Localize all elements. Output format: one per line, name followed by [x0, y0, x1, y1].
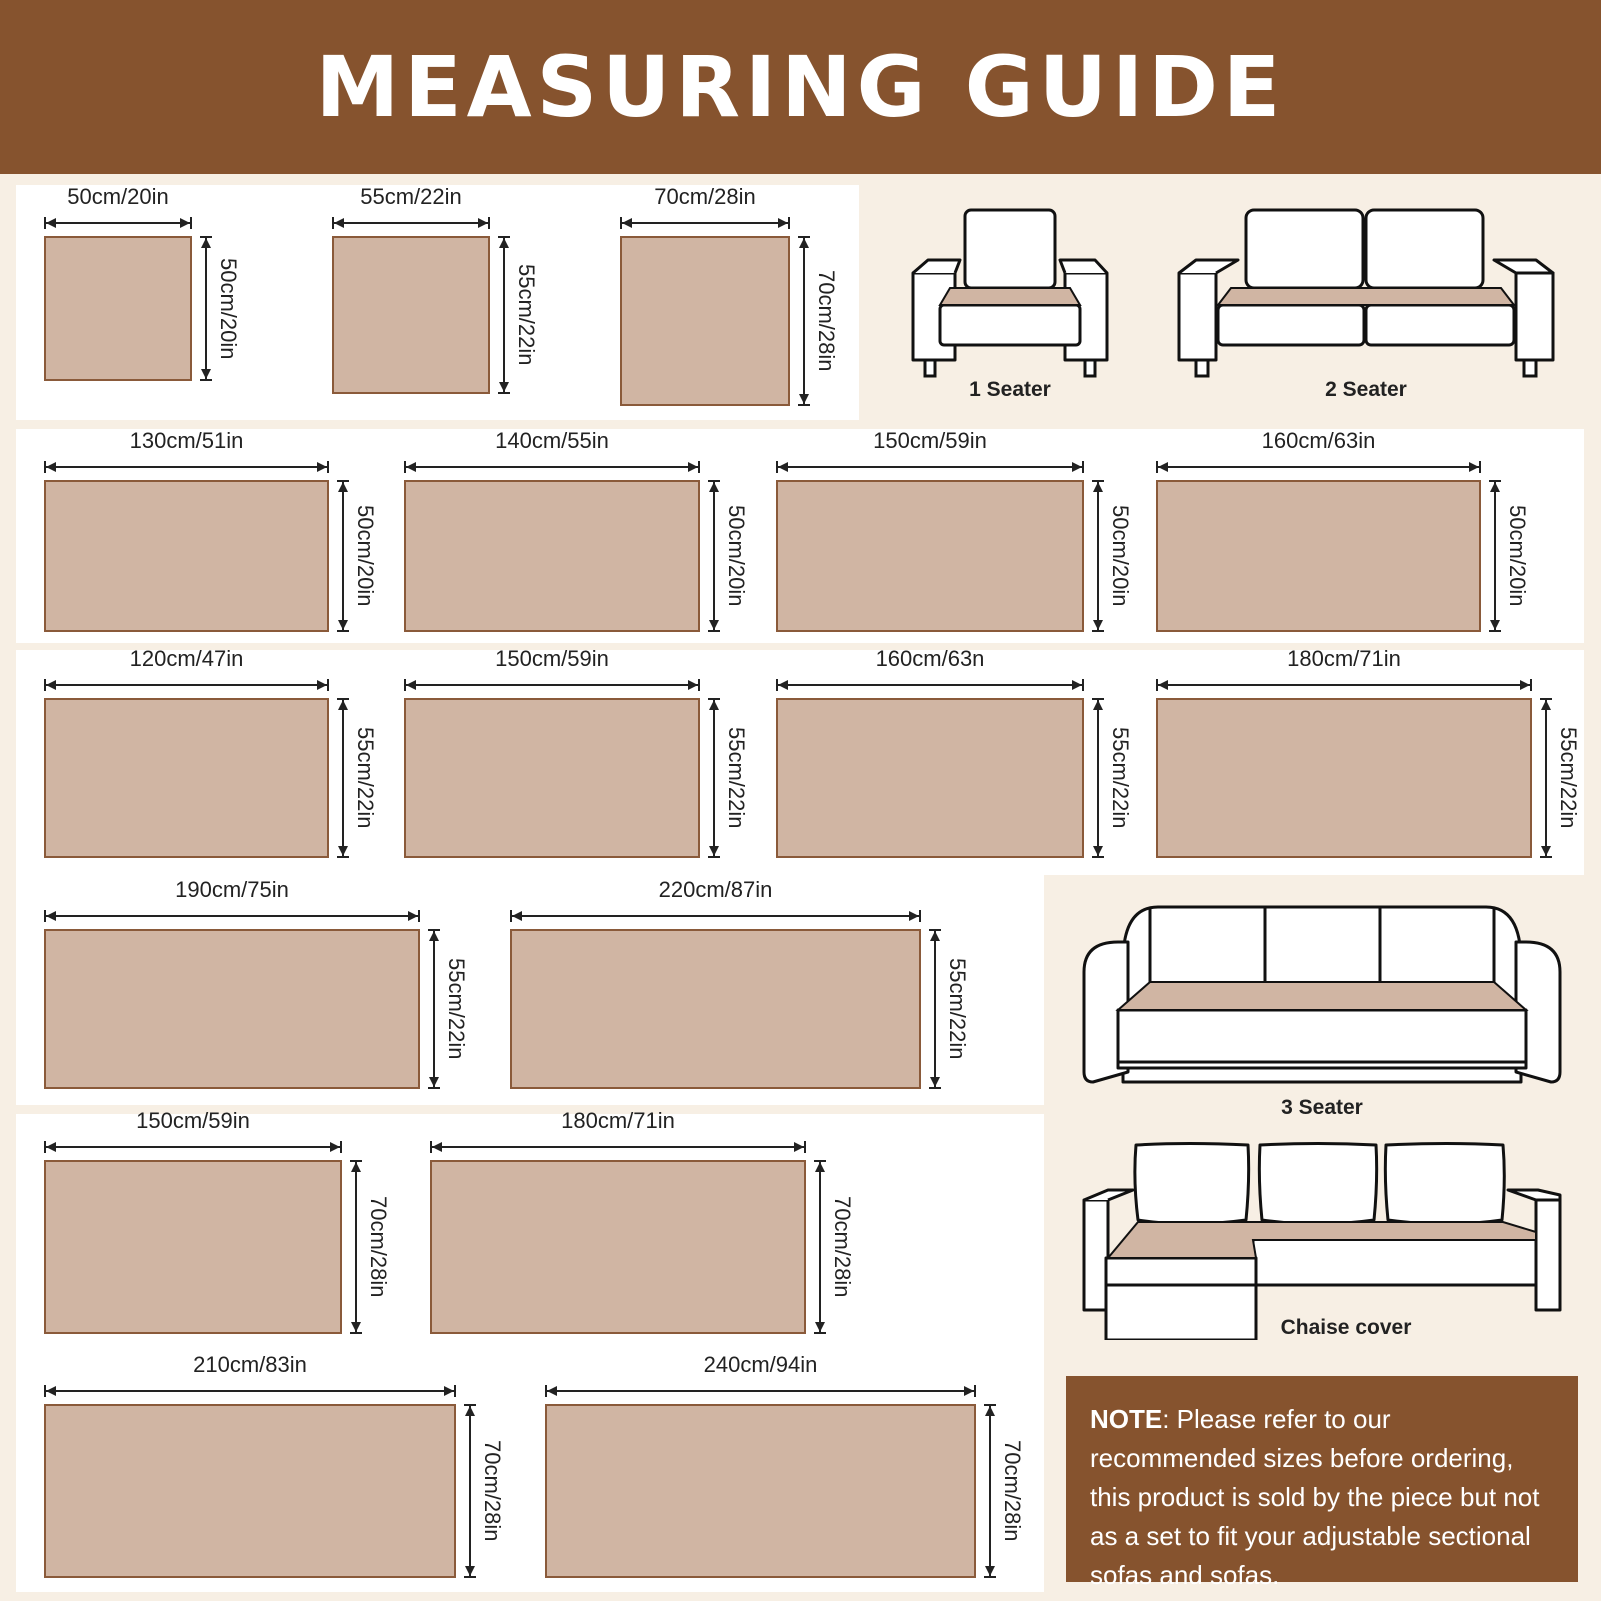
width-label: 210cm/83in — [193, 1352, 307, 1377]
height-label — [722, 698, 750, 858]
height-label — [812, 236, 840, 406]
height-label-text: 55cm/22in — [444, 958, 469, 1060]
height-label — [1554, 698, 1582, 858]
width-arrow — [510, 910, 921, 922]
height-label-text: 50cm/20in — [1505, 505, 1530, 607]
height-arrow — [498, 236, 510, 394]
height-arrow — [708, 698, 720, 858]
height-arrow — [984, 1404, 996, 1578]
height-label — [512, 236, 540, 394]
width-label: 55cm/22in — [360, 184, 462, 209]
pad-rect — [776, 480, 1084, 632]
sofa-label-1-seater: 1 Seater — [969, 378, 1051, 401]
height-label-text: 55cm/22in — [514, 264, 539, 366]
width-arrow — [44, 1385, 456, 1397]
pad-size-140x50 — [404, 428, 750, 632]
width-arrow — [44, 679, 329, 691]
height-label — [364, 1160, 392, 1334]
height-label — [828, 1160, 856, 1334]
height-arrow — [464, 1404, 476, 1578]
pad-size-150x55 — [404, 646, 750, 858]
width-label: 150cm/59in — [873, 428, 987, 453]
pad-rect — [1156, 698, 1532, 858]
height-label — [442, 929, 470, 1089]
width-label: 160cm/63n — [875, 646, 985, 671]
width-arrow — [404, 679, 700, 691]
pad-rect — [44, 1160, 342, 1334]
pad-size-240x70 — [545, 1352, 1026, 1578]
pad-rect — [510, 929, 921, 1089]
pad-rect — [404, 480, 700, 632]
width-label: 130cm/51in — [129, 428, 244, 453]
width-label: 240cm/94in — [703, 1352, 818, 1377]
width-label: 180cm/71in — [561, 1108, 675, 1133]
width-label: 70cm/28in — [654, 184, 756, 209]
height-label-text: 70cm/28in — [1000, 1440, 1025, 1542]
height-label — [478, 1404, 506, 1578]
sofa-label-3-seater: 3 Seater — [1281, 1096, 1363, 1119]
height-label-text: 70cm/28in — [366, 1196, 391, 1298]
pad-rect — [545, 1404, 976, 1578]
height-label-text: 70cm/28in — [814, 270, 839, 372]
height-label-text: 50cm/20in — [1108, 505, 1133, 607]
chaise-sofa-icon — [1078, 1140, 1566, 1340]
height-arrow — [1092, 480, 1104, 632]
height-arrow — [814, 1160, 826, 1334]
width-arrow — [545, 1385, 976, 1397]
pad-rect — [430, 1160, 806, 1334]
two-seater-icon — [1176, 205, 1556, 390]
width-label: 220cm/87in — [658, 877, 773, 902]
height-label — [214, 236, 242, 381]
note-box — [1066, 1376, 1578, 1590]
width-label: 140cm/55in — [495, 428, 609, 453]
width-arrow — [44, 1141, 342, 1153]
sofa-label-chaise-cover: Chaise cover — [1280, 1316, 1412, 1339]
height-label — [1503, 480, 1531, 632]
height-label — [1106, 480, 1134, 632]
width-label: 160cm/63in — [1261, 428, 1376, 453]
pad-rect — [44, 480, 329, 632]
height-label-text: 50cm/20in — [353, 505, 378, 607]
width-arrow — [776, 679, 1084, 691]
width-arrow — [332, 217, 490, 229]
height-label-text: 55cm/22in — [353, 727, 378, 829]
width-arrow — [44, 910, 420, 922]
pad-size-160x50 — [1156, 428, 1531, 632]
width-arrow — [1156, 461, 1481, 473]
height-arrow — [350, 1160, 362, 1334]
pad-size-180x55 — [1156, 646, 1582, 858]
height-label-text: 55cm/22in — [1108, 727, 1133, 829]
pad-size-130x50 — [44, 428, 379, 632]
pad-rect — [44, 698, 329, 858]
width-arrow — [1156, 679, 1532, 691]
pad-size-150x70 — [44, 1108, 392, 1334]
width-label: 150cm/59in — [136, 1108, 250, 1133]
height-arrow — [929, 929, 941, 1089]
width-arrow — [776, 461, 1084, 473]
pad-rect — [1156, 480, 1481, 632]
one-seater-icon — [910, 205, 1110, 390]
width-arrow — [44, 461, 329, 473]
height-label-text: 50cm/20in — [724, 505, 749, 607]
height-label-text: 70cm/28in — [480, 1440, 505, 1542]
width-label: 50cm/20in — [67, 184, 169, 209]
height-arrow — [200, 236, 212, 381]
pad-size-50x50 — [44, 184, 242, 381]
height-arrow — [337, 480, 349, 632]
height-label — [998, 1404, 1026, 1578]
width-arrow — [620, 217, 790, 229]
width-label: 180cm/71in — [1287, 646, 1401, 671]
height-arrow — [1489, 480, 1501, 632]
height-arrow — [798, 236, 810, 406]
pad-rect — [44, 929, 420, 1089]
pad-size-55x55 — [332, 184, 540, 394]
width-label: 120cm/47in — [129, 646, 244, 671]
pad-size-70x70 — [620, 184, 840, 406]
height-arrow — [1540, 698, 1552, 858]
height-arrow — [337, 698, 349, 858]
width-label: 150cm/59in — [495, 646, 609, 671]
height-label-text: 70cm/28in — [830, 1196, 855, 1298]
height-arrow — [1092, 698, 1104, 858]
header-banner — [0, 0, 1601, 174]
height-label-text: 55cm/22in — [1556, 727, 1581, 829]
pad-size-160x55 — [776, 646, 1134, 858]
width-arrow — [44, 217, 192, 229]
width-arrow — [404, 461, 700, 473]
height-arrow — [428, 929, 440, 1089]
height-label — [943, 929, 971, 1089]
pad-size-220x55 — [510, 877, 971, 1089]
width-label: 190cm/75in — [175, 877, 289, 902]
note-text: : Please refer to our recommended sizes before ordering, this product is sold by the piece but not as a set to fit your adjustable sectional sofas and sofas. — [1090, 1404, 1540, 1590]
pad-size-180x70 — [430, 1108, 856, 1334]
height-label — [351, 698, 379, 858]
height-label — [1106, 698, 1134, 858]
sofa-label-2-seater: 2 Seater — [1325, 378, 1407, 401]
height-label-text: 50cm/20in — [216, 257, 241, 360]
width-arrow — [430, 1141, 806, 1153]
height-label — [351, 480, 379, 632]
note-title: NOTE — [1090, 1404, 1163, 1434]
pad-size-210x70 — [44, 1352, 506, 1578]
pad-rect — [332, 236, 490, 394]
three-seater-icon — [1078, 902, 1566, 1092]
height-label-text: 55cm/22in — [945, 958, 970, 1060]
page-title: MEASURING GUIDE — [315, 38, 1286, 136]
pad-rect — [776, 698, 1084, 858]
height-label-text: 55cm/22in — [724, 727, 749, 829]
pad-size-190x55 — [44, 877, 470, 1089]
height-arrow — [708, 480, 720, 632]
pad-rect — [44, 1404, 456, 1578]
pad-rect — [620, 236, 790, 406]
pad-size-120x55 — [44, 646, 379, 858]
pad-size-150x50 — [776, 428, 1134, 632]
pad-rect — [44, 236, 192, 381]
pad-rect — [404, 698, 700, 858]
height-label — [722, 480, 750, 632]
